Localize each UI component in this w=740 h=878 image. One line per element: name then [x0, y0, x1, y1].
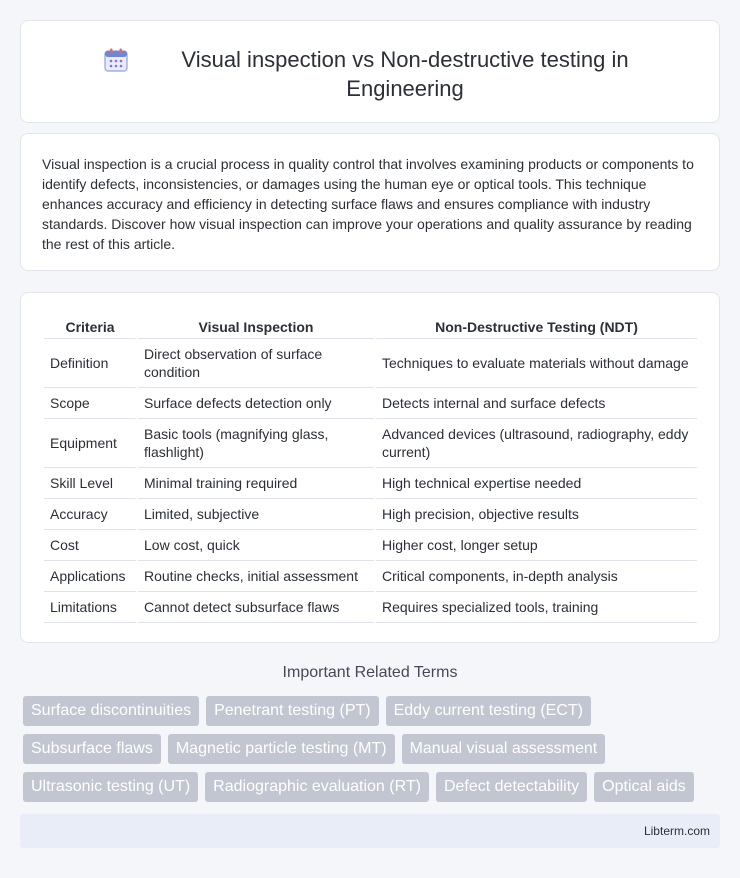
table-cell-visual: Direct observation of surface condition	[138, 339, 374, 388]
column-header-criteria: Criteria	[44, 313, 136, 339]
related-term-chip[interactable]: Magnetic particle testing (MT)	[168, 734, 395, 764]
column-header-ndt: Non-Destructive Testing (NDT)	[376, 313, 697, 339]
table-row	[44, 499, 697, 530]
table-row	[44, 419, 697, 468]
table-row	[44, 561, 697, 592]
title-card	[20, 20, 720, 123]
table-cell-criteria: Accuracy	[44, 499, 136, 530]
related-term-chip[interactable]: Optical aids	[594, 772, 694, 802]
table-cell-ndt: High technical expertise needed	[376, 468, 697, 499]
table-cell-ndt: Critical components, in-depth analysis	[376, 561, 697, 592]
intro-card	[20, 133, 720, 271]
table-cell-visual: Surface defects detection only	[138, 388, 374, 419]
table-cell-criteria: Cost	[44, 530, 136, 561]
table-cell-visual: Minimal training required	[138, 468, 374, 499]
footer	[20, 814, 720, 848]
related-term-chip[interactable]: Defect detectability	[436, 772, 587, 802]
table-cell-ndt: Detects internal and surface defects	[376, 388, 697, 419]
related-term-chip[interactable]: Ultrasonic testing (UT)	[23, 772, 198, 802]
related-terms-heading: Important Related Terms	[282, 664, 458, 681]
page-title: Visual inspection vs Non-destructive testing in Engineering	[181, 47, 629, 101]
table-row	[44, 530, 697, 561]
comparison-table	[42, 313, 699, 623]
table-cell-criteria: Scope	[44, 388, 136, 419]
table-row	[44, 339, 697, 388]
column-header-visual-inspection: Visual Inspection	[138, 313, 374, 339]
related-term-chip[interactable]: Subsurface flaws	[23, 734, 161, 764]
table-cell-ndt: Requires specialized tools, training	[376, 592, 697, 623]
table-cell-criteria: Skill Level	[44, 468, 136, 499]
table-cell-visual: Cannot detect subsurface flaws	[138, 592, 374, 623]
table-cell-ndt: High precision, objective results	[376, 499, 697, 530]
table-cell-visual: Limited, subjective	[138, 499, 374, 530]
table-cell-visual: Routine checks, initial assessment	[138, 561, 374, 592]
table-cell-criteria: Limitations	[44, 592, 136, 623]
footer-brand-link[interactable]: Libterm.com	[643, 824, 710, 838]
related-term-chip[interactable]: Surface discontinuities	[23, 696, 199, 726]
table-cell-visual: Basic tools (magnifying glass, flashlight)	[138, 419, 374, 468]
related-term-chip[interactable]: Manual visual assessment	[402, 734, 606, 764]
table-cell-criteria: Equipment	[44, 419, 136, 468]
table-header-row	[44, 313, 697, 339]
comparison-card	[20, 292, 720, 643]
related-terms-list	[23, 696, 703, 802]
table-row	[44, 592, 697, 623]
table-cell-ndt: Advanced devices (ultrasound, radiography, eddy current)	[376, 419, 697, 468]
related-term-chip[interactable]: Eddy current testing (ECT)	[386, 696, 591, 726]
intro-paragraph: Visual inspection is a crucial process in quality control that involves examining products or components to identify defects, inconsistencies, or damages using the human eye or optical tools. This technique enhances accuracy and efficiency in detecting surface flaws and ensures compliance with industry standards. Discover how visual inspection can improve your operations and quality assurance by reading the rest of this article.	[42, 156, 694, 252]
related-term-chip[interactable]: Penetrant testing (PT)	[206, 696, 379, 726]
table-cell-ndt: Higher cost, longer setup	[376, 530, 697, 561]
table-cell-criteria: Applications	[44, 561, 136, 592]
table-cell-ndt: Techniques to evaluate materials without damage	[376, 339, 697, 388]
related-term-chip[interactable]: Radiographic evaluation (RT)	[205, 772, 429, 802]
table-row	[44, 388, 697, 419]
table-cell-criteria: Definition	[44, 339, 136, 388]
table-row	[44, 468, 697, 499]
table-cell-visual: Low cost, quick	[138, 530, 374, 561]
